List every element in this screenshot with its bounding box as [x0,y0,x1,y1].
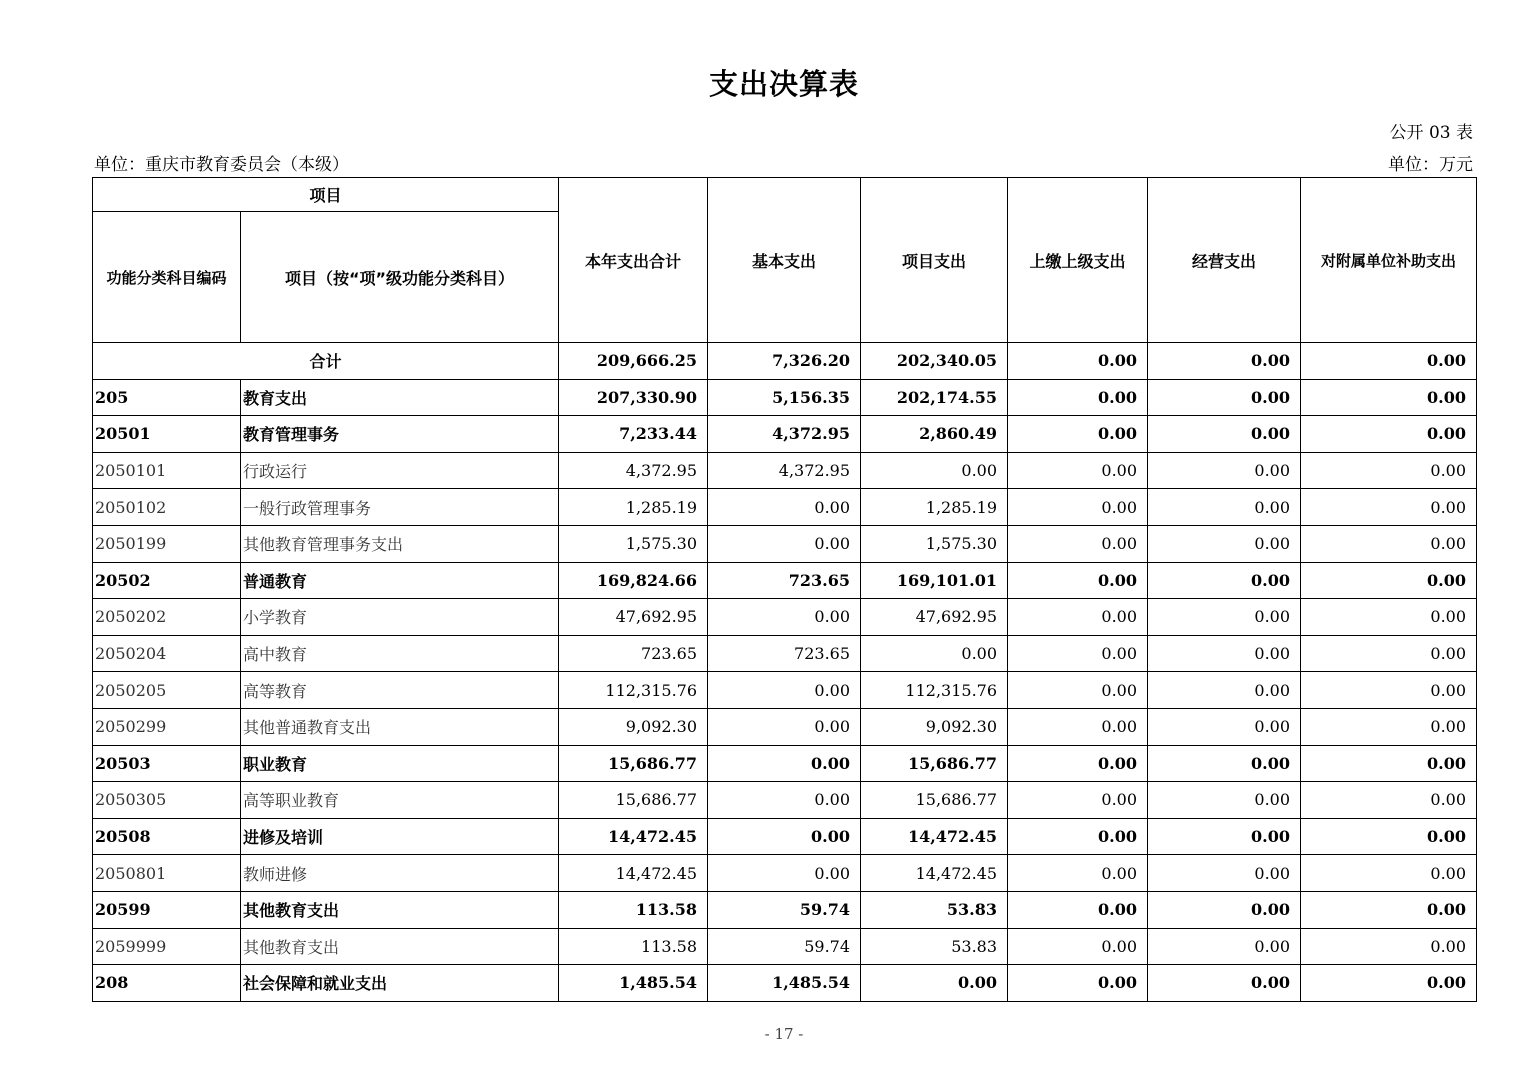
row-value: 112,315.76 [861,672,1008,709]
row-value: 169,101.01 [861,562,1008,599]
row-value: 723.65 [559,635,708,672]
row-value: 0.00 [708,525,861,562]
table-row [93,379,1477,416]
row-value: 0.00 [1008,635,1148,672]
row-value: 0.00 [1008,452,1148,489]
row-value: 0.00 [1301,452,1477,489]
reporting-unit: 单位：重庆市教育委员会（本级） [94,155,349,175]
row-value: 15,686.77 [861,745,1008,782]
table-row [93,965,1477,1002]
row-value: 0.00 [1301,928,1477,965]
row-value: 0.00 [1148,379,1301,416]
row-name: 其他教育支出 [241,928,559,965]
row-value: 4,372.95 [559,452,708,489]
row-value: 0.00 [1008,416,1148,453]
table-row [93,928,1477,965]
row-value: 0.00 [1148,855,1301,892]
row-value: 4,372.95 [708,452,861,489]
row-value: 0.00 [1301,672,1477,709]
row-name: 其他教育支出 [241,891,559,928]
total-value: 202,340.05 [861,343,1008,380]
row-value: 113.58 [559,928,708,965]
header-code: 功能分类科目编码 [93,212,241,343]
row-value: 9,092.30 [861,708,1008,745]
table-row [93,891,1477,928]
table-row [93,562,1477,599]
row-value: 0.00 [708,745,861,782]
row-value: 14,472.45 [861,855,1008,892]
row-code: 20503 [93,745,241,782]
row-name: 其他教育管理事务支出 [241,525,559,562]
table-body [93,343,1477,1002]
total-value: 0.00 [1008,343,1148,380]
form-number: 公开 03 表 [1389,123,1473,143]
row-value: 47,692.95 [559,599,708,636]
row-code: 2050101 [93,452,241,489]
row-value: 1,485.54 [559,965,708,1002]
total-value: 7,326.20 [708,343,861,380]
row-value: 0.00 [1301,416,1477,453]
row-value: 4,372.95 [708,416,861,453]
row-value: 0.00 [708,708,861,745]
row-value: 0.00 [1148,672,1301,709]
row-value: 0.00 [1301,379,1477,416]
row-value: 0.00 [1008,855,1148,892]
row-name: 行政运行 [241,452,559,489]
header-col-remit: 上缴上级支出 [1008,178,1148,343]
header-project: 项目 [93,178,559,212]
row-name: 其他普通教育支出 [241,708,559,745]
row-value: 5,156.35 [708,379,861,416]
row-code: 2050202 [93,599,241,636]
row-value: 0.00 [708,782,861,819]
row-name: 教育管理事务 [241,416,559,453]
row-name: 教师进修 [241,855,559,892]
row-value: 1,575.30 [861,525,1008,562]
row-code: 2050204 [93,635,241,672]
table-row [93,416,1477,453]
row-value: 0.00 [1148,416,1301,453]
row-value: 0.00 [861,452,1008,489]
row-value: 53.83 [861,928,1008,965]
row-value: 1,285.19 [559,489,708,526]
row-value: 0.00 [708,855,861,892]
row-value: 0.00 [1008,489,1148,526]
row-value: 202,174.55 [861,379,1008,416]
row-value: 0.00 [708,599,861,636]
row-value: 0.00 [1148,489,1301,526]
row-value: 0.00 [1301,745,1477,782]
row-value: 2,860.49 [861,416,1008,453]
row-value: 0.00 [1008,818,1148,855]
row-name: 教育支出 [241,379,559,416]
row-value: 15,686.77 [861,782,1008,819]
table-row [93,782,1477,819]
header-col-total: 本年支出合计 [559,178,708,343]
row-value: 0.00 [1301,562,1477,599]
row-name: 普通教育 [241,562,559,599]
row-value: 0.00 [1008,891,1148,928]
row-name: 高等职业教育 [241,782,559,819]
row-value: 0.00 [708,818,861,855]
header-col-project: 项目支出 [861,178,1008,343]
row-value: 0.00 [1148,965,1301,1002]
table-row [93,489,1477,526]
row-value: 0.00 [1148,818,1301,855]
row-value: 59.74 [708,928,861,965]
row-value: 0.00 [1301,855,1477,892]
row-code: 205 [93,379,241,416]
row-value: 0.00 [1301,965,1477,1002]
row-value: 0.00 [1008,745,1148,782]
row-code: 20599 [93,891,241,928]
total-value: 0.00 [1148,343,1301,380]
row-value: 0.00 [1301,489,1477,526]
row-value: 15,686.77 [559,745,708,782]
table-row [93,635,1477,672]
row-value: 0.00 [708,672,861,709]
row-code: 2050305 [93,782,241,819]
table-row [93,818,1477,855]
row-value: 0.00 [1148,745,1301,782]
row-value: 1,485.54 [708,965,861,1002]
row-value: 14,472.45 [559,818,708,855]
row-code: 2050199 [93,525,241,562]
page-title: 支出决算表 [708,67,859,101]
header-col-business: 经营支出 [1148,178,1301,343]
table-row [93,855,1477,892]
row-value: 0.00 [1301,818,1477,855]
expenditure-table [92,177,1477,1002]
page-number: - 17 - [764,1025,804,1043]
row-value: 0.00 [1008,928,1148,965]
header-col-basic: 基本支出 [708,178,861,343]
row-value: 0.00 [861,635,1008,672]
row-name: 小学教育 [241,599,559,636]
header-item: 项目（按“项”级功能分类科目） [241,212,559,343]
row-value: 14,472.45 [559,855,708,892]
row-value: 0.00 [1008,599,1148,636]
total-row [93,343,1477,380]
row-name: 一般行政管理事务 [241,489,559,526]
table-row [93,525,1477,562]
row-code: 2059999 [93,928,241,965]
row-name: 高中教育 [241,635,559,672]
row-value: 0.00 [1148,599,1301,636]
row-value: 0.00 [1008,708,1148,745]
row-value: 0.00 [1301,599,1477,636]
row-value: 723.65 [708,635,861,672]
row-value: 0.00 [1301,525,1477,562]
row-value: 0.00 [1148,635,1301,672]
header-col-subsidy: 对附属单位补助支出 [1301,178,1477,343]
row-value: 0.00 [1301,782,1477,819]
row-value: 0.00 [1008,562,1148,599]
row-name: 进修及培训 [241,818,559,855]
row-value: 0.00 [861,965,1008,1002]
row-value: 0.00 [1008,672,1148,709]
row-value: 0.00 [1148,708,1301,745]
row-code: 2050205 [93,672,241,709]
row-value: 0.00 [1301,635,1477,672]
row-value: 53.83 [861,891,1008,928]
row-value: 0.00 [1008,965,1148,1002]
row-value: 169,824.66 [559,562,708,599]
row-code: 208 [93,965,241,1002]
row-code: 2050801 [93,855,241,892]
total-label: 合计 [93,343,559,380]
row-value: 0.00 [1148,928,1301,965]
table-row [93,452,1477,489]
row-value: 0.00 [1301,708,1477,745]
row-value: 0.00 [1008,525,1148,562]
row-value: 9,092.30 [559,708,708,745]
row-value: 1,575.30 [559,525,708,562]
row-value: 112,315.76 [559,672,708,709]
table-row [93,599,1477,636]
row-value: 14,472.45 [861,818,1008,855]
row-value: 0.00 [1148,782,1301,819]
row-code: 20502 [93,562,241,599]
row-value: 15,686.77 [559,782,708,819]
row-value: 0.00 [1148,525,1301,562]
table-row [93,672,1477,709]
table-row [93,708,1477,745]
row-code: 2050102 [93,489,241,526]
row-value: 0.00 [1008,379,1148,416]
row-value: 7,233.44 [559,416,708,453]
row-value: 113.58 [559,891,708,928]
row-value: 59.74 [708,891,861,928]
row-value: 0.00 [1148,891,1301,928]
row-code: 20508 [93,818,241,855]
total-value: 209,666.25 [559,343,708,380]
row-value: 0.00 [1148,452,1301,489]
row-value: 723.65 [708,562,861,599]
row-code: 20501 [93,416,241,453]
row-value: 0.00 [708,489,861,526]
row-value: 1,285.19 [861,489,1008,526]
row-code: 2050299 [93,708,241,745]
row-name: 职业教育 [241,745,559,782]
row-value: 47,692.95 [861,599,1008,636]
row-name: 高等教育 [241,672,559,709]
row-name: 社会保障和就业支出 [241,965,559,1002]
row-value: 0.00 [1301,891,1477,928]
row-value: 0.00 [1008,782,1148,819]
total-value: 0.00 [1301,343,1477,380]
row-value: 0.00 [1148,562,1301,599]
row-value: 207,330.90 [559,379,708,416]
table-row [93,745,1477,782]
currency-unit: 单位：万元 [1388,155,1473,175]
